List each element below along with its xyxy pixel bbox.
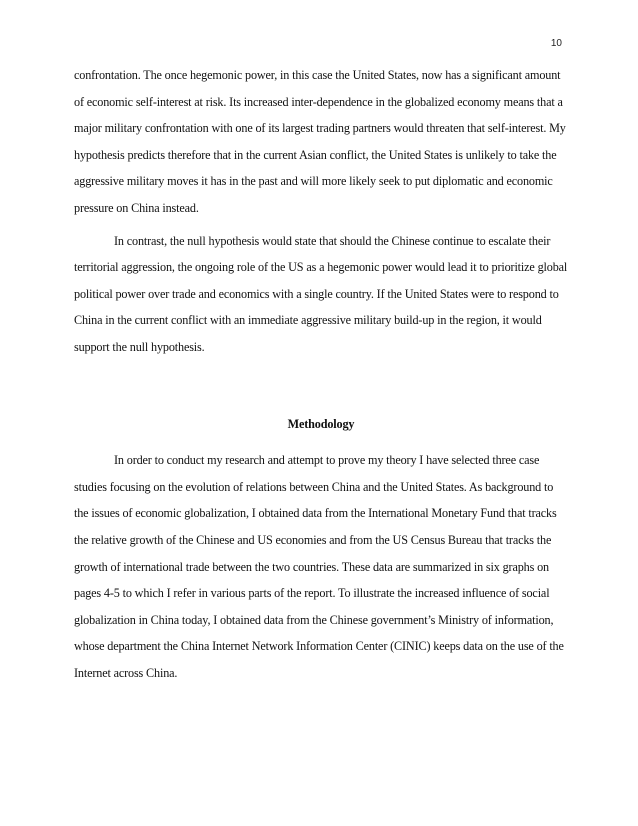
document-body	[74, 62, 568, 686]
paragraph-null-hypothesis: In contrast, the null hypothesis would state that should the Chinese continue to escalate their territorial aggression, the ongoing role of the US as a hegemonic power would lead it to prioritize global political power over trade and economics with a single country. If the United States were to respond to China in the current conflict with an immediate aggressive military build-up in the region, it would support the null hypothesis.	[74, 233, 568, 354]
page-number: 10	[550, 38, 562, 49]
paragraph-confrontation: confrontation. The once hegemonic power, in this case the United States, now has a significant amount of economic self-interest at risk. Its increased inter-dependence in the globalized economy means that a major military confrontation with one of its largest trading partners would threaten that self-interest. My hypothesis predicts therefore that in the current Asian conflict, the United States is unlikely to take the aggressive military moves it has in the past and will more likely seek to put diplomatic and economic pressure on China instead.	[74, 68, 566, 215]
section-heading-methodology: Methodology	[287, 416, 355, 431]
paragraph-methodology: In order to conduct my research and attempt to prove my theory I have selected three case studies focusing on the evolution of relations between China and the United States. As background to the issues of economic globalization, I obtained data from the International Monetary Fund that tracks the relative growth of the Chinese and US economies and from the US Census Bureau that tracks the growth of international trade between the two countries. These data are summarized in six graphs on pages 4-5 to which I refer in various parts of the report. To illustrate the increased influence of social globalization in China today, I obtained data from the Chinese government’s Ministry of information, whose department the China Internet Network Information Center (CINIC) keeps data on the use of the Internet across China.	[74, 453, 564, 680]
